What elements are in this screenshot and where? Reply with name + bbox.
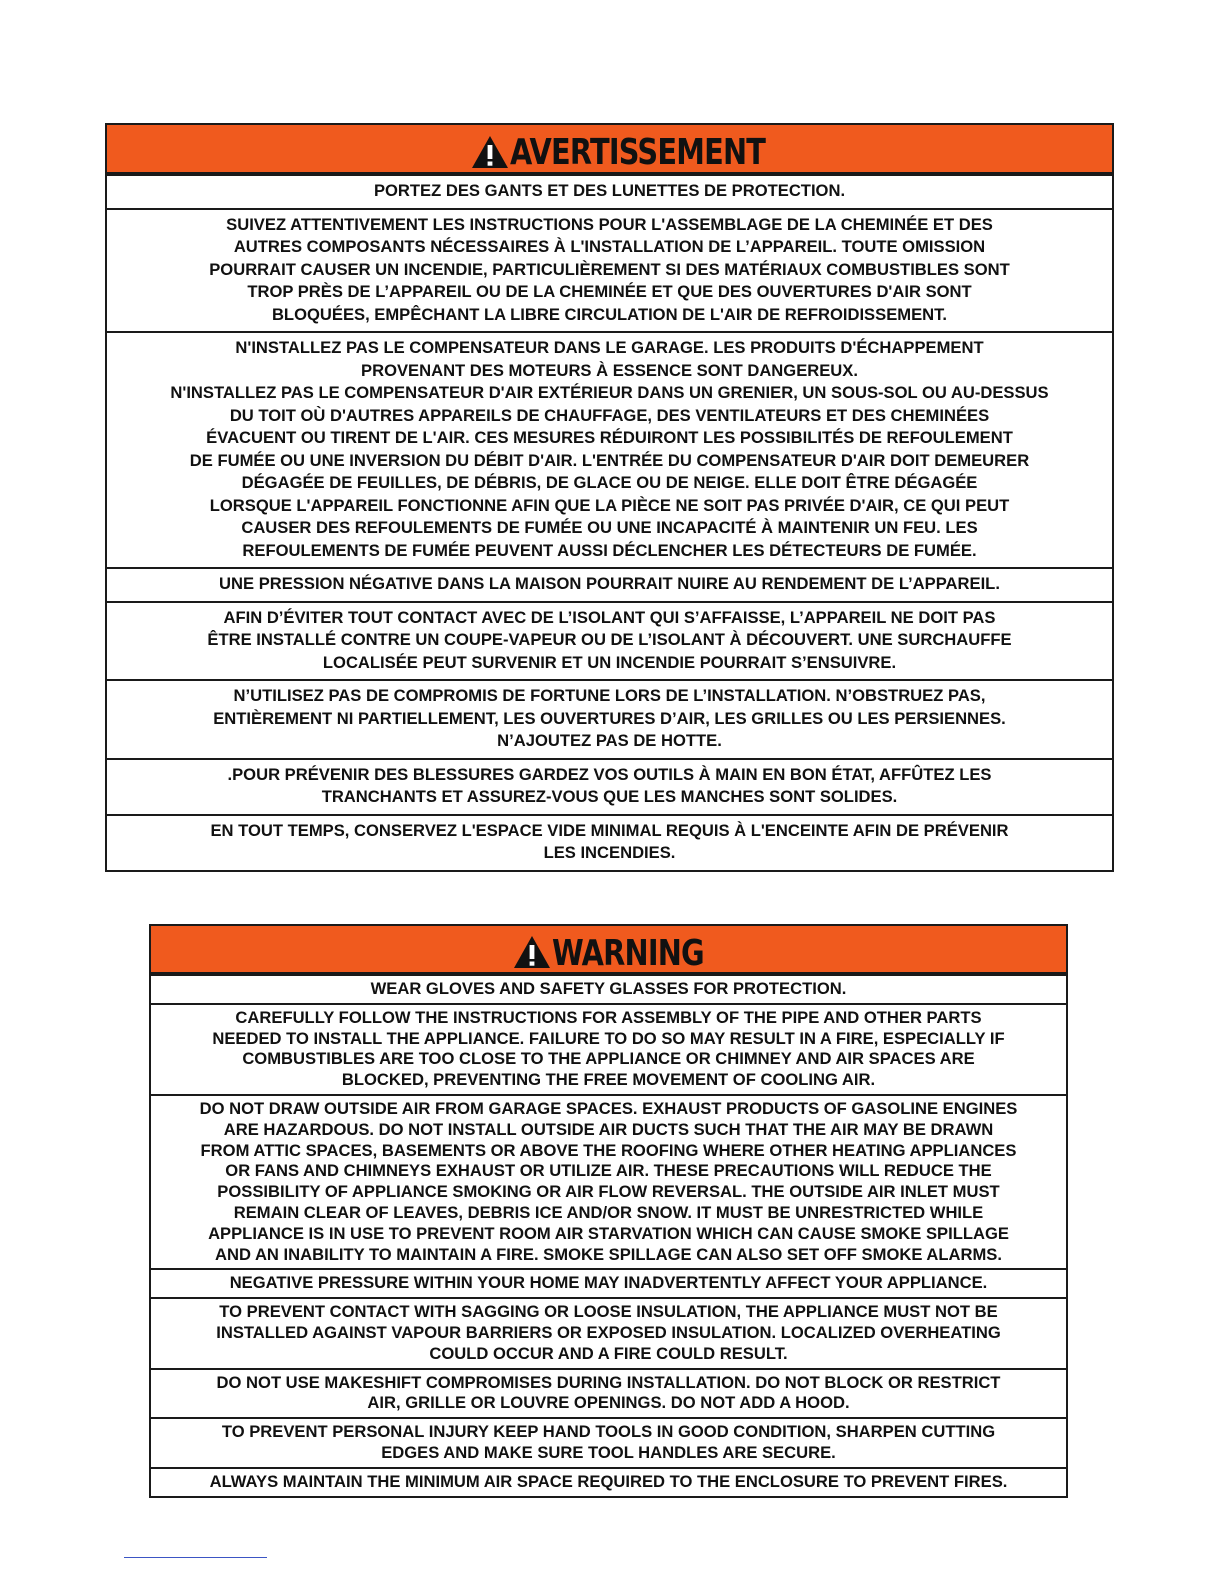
warning-triangle-icon (471, 134, 509, 170)
fr-row-outside-air: N'INSTALLEZ PAS LE COMPENSATEUR DANS LE GARAGE. LES PRODUITS D'ÉCHAPPEMENT PROVENANT DES MOTEURS À ESSENCE SONT DANGEREUX. N'INSTALLEZ PAS LE COMPENSATEUR D'AIR EXTÉRIEUR DANS UN GRENIER, UN SOUS-SOL OU AU-DESSUS DU TOIT OÙ D'AUTRES APPAREILS DE CHAUFFAGE, DES VENTILATEURS ET DES CHEMINÉES ÉVACUENT OU TIRENT DE L'AIR. CES MESURES RÉDUIRONT LES POSSIBILITÉS DE REFOULEMENT DE FUMÉE OU UNE INVERSION DU DÉBIT D'AIR. L'ENTRÉE DU COMPENSATEUR D'AIR DOIT DEMEURER DÉGAGÉE DE FEUILLES, DE DÉBRIS, DE GLACE OU DE NEIGE. ELLE DOIT ÊTRE DÉGAGÉE LORSQUE L'APPAREIL FONCTIONNE AFIN QUE LA PIÈCE NE SOIT PAS PRIVÉE D'AIR, CE QUI PEUT CAUSER DES REFOULEMENTS DE FUMÉE OU UNE INCAPACITÉ À MAINTENIR UN FEU. LES REFOULEMENTS DE FUMÉE PEUVENT AUSSI DÉCLENCHER LES DÉTECTEURS DE FUMÉE. (107, 331, 1112, 567)
fr-row-gloves: PORTEZ DES GANTS ET DES LUNETTES DE PROTECTION. (107, 174, 1112, 208)
en-row-hand-tools: TO PREVENT PERSONAL INJURY KEEP HAND TOOLS IN GOOD CONDITION, SHARPEN CUTTING EDGES AND MAKE SURE TOOL HANDLES ARE SECURE. (151, 1417, 1066, 1467)
en-row-negative-pressure: NEGATIVE PRESSURE WITHIN YOUR HOME MAY INADVERTENTLY AFFECT YOUR APPLIANCE. (151, 1268, 1066, 1297)
en-row-outside-air: DO NOT DRAW OUTSIDE AIR FROM GARAGE SPACES. EXHAUST PRODUCTS OF GASOLINE ENGINES ARE HAZARDOUS. DO NOT INSTALL OUTSIDE AIR DUCTS SUCH THAT THE AIR MAY BE DRAWN FROM ATTIC SPACES, BASEMENTS OR ABOVE THE ROOFING WHERE OTHER HEATING APPLIANCES OR FANS AND CHIMNEYS EXHAUST OR UTILIZE AIR. THESE PRECAUTIONS WILL REDUCE THE POSSIBILITY OF APPLIANCE SMOKING OR AIR FLOW REVERSAL. THE OUTSIDE AIR INLET MUST REMAIN CLEAR OF LEAVES, DEBRIS ICE AND/OR SNOW. IT MUST BE UNRESTRICTED WHILE APPLIANCE IS IN USE TO PREVENT ROOM AIR STARVATION WHICH CAN CAUSE SMOKE SPILLAGE AND AN INABILITY TO MAINTAIN A FIRE. SMOKE SPILLAGE CAN ALSO SET OFF SMOKE ALARMS. (151, 1094, 1066, 1268)
fr-row-hand-tools: .POUR PRÉVENIR DES BLESSURES GARDEZ VOS OUTILS À MAIN EN BON ÉTAT, AFFÛTEZ LES TRANCHANTS ET ASSUREZ-VOUS QUE LES MANCHES SONT SOLIDES. (107, 758, 1112, 814)
footer-rule (124, 1557, 267, 1558)
fr-row-air-space: EN TOUT TEMPS, CONSERVEZ L'ESPACE VIDE MINIMAL REQUIS À L'ENCEINTE AFIN DE PRÉVENIR LES INCENDIES. (107, 814, 1112, 870)
fr-row-insulation: AFIN D’ÉVITER TOUT CONTACT AVEC DE L’ISOLANT QUI S’AFFAISSE, L’APPAREIL NE DOIT PAS ÊTRE INSTALLÉ CONTRE UN COUPE-VAPEUR OU DE L’ISOLANT À DÉCOUVERT. UNE SURCHAUFFE LOCALISÉE PEUT SURVENIR ET UN INCENDIE POURRAIT S’ENSUIVRE. (107, 601, 1112, 680)
english-warning-header (151, 926, 1066, 974)
english-warning-title: WARNING (552, 932, 704, 974)
en-row-insulation: TO PREVENT CONTACT WITH SAGGING OR LOOSE INSULATION, THE APPLIANCE MUST NOT BE INSTALLED AGAINST VAPOUR BARRIERS OR EXPOSED INSULATION. LOCALIZED OVERHEATING COULD OCCUR AND A FIRE COULD RESULT. (151, 1297, 1066, 1367)
en-row-assembly: CAREFULLY FOLLOW THE INSTRUCTIONS FOR ASSEMBLY OF THE PIPE AND OTHER PARTS NEEDED TO INSTALL THE APPLIANCE. FAILURE TO DO SO MAY RESULT IN A FIRE, ESPECIALLY IF COMBUSTIBLES ARE TOO CLOSE TO THE APPLIANCE OR CHIMNEY AND AIR SPACES ARE BLOCKED, PREVENTING THE FREE MOVEMENT OF COOLING AIR. (151, 1003, 1066, 1094)
en-row-gloves: WEAR GLOVES AND SAFETY GLASSES FOR PROTECTION. (151, 974, 1066, 1003)
fr-row-makeshift: N’UTILISEZ PAS DE COMPROMIS DE FORTUNE LORS DE L’INSTALLATION. N’OBSTRUEZ PAS, ENTIÈREMENT NI PARTIELLEMENT, LES OUVERTURES D’AIR, LES GRILLES OU LES PERSIENNES. N’AJOUTEZ PAS DE HOTTE. (107, 679, 1112, 758)
french-warning-title: AVERTISSEMENT (509, 132, 765, 173)
fr-row-negative-pressure: UNE PRESSION NÉGATIVE DANS LA MAISON POURRAIT NUIRE AU RENDEMENT DE L’APPAREIL. (107, 567, 1112, 601)
en-row-makeshift: DO NOT USE MAKESHIFT COMPROMISES DURING INSTALLATION. DO NOT BLOCK OR RESTRICT AIR, GRILLE OR LOUVRE OPENINGS. DO NOT ADD A HOOD. (151, 1368, 1066, 1418)
en-row-air-space: ALWAYS MAINTAIN THE MINIMUM AIR SPACE REQUIRED TO THE ENCLOSURE TO PREVENT FIRES. (151, 1467, 1066, 1496)
fr-row-assembly: SUIVEZ ATTENTIVEMENT LES INSTRUCTIONS POUR L'ASSEMBLAGE DE LA CHEMINÉE ET DES AUTRES COMPOSANTS NÉCESSAIRES À L'INSTALLATION DE L’APPAREIL. TOUTE OMISSION POURRAIT CAUSER UN INCENDIE, PARTICULIÈREMENT SI DES MATÉRIAUX COMBUSTIBLES SONT TROP PRÈS DE L’APPAREIL OU DE LA CHEMINÉE ET QUE DES OUVERTURES D'AIR SONT BLOQUÉES, EMPÊCHANT LA LIBRE CIRCULATION DE L'AIR DE REFROIDISSEMENT. (107, 208, 1112, 332)
warning-triangle-icon (513, 934, 551, 970)
english-warning-box (149, 924, 1068, 1498)
french-warning-box (105, 123, 1114, 872)
french-warning-header (107, 125, 1112, 174)
